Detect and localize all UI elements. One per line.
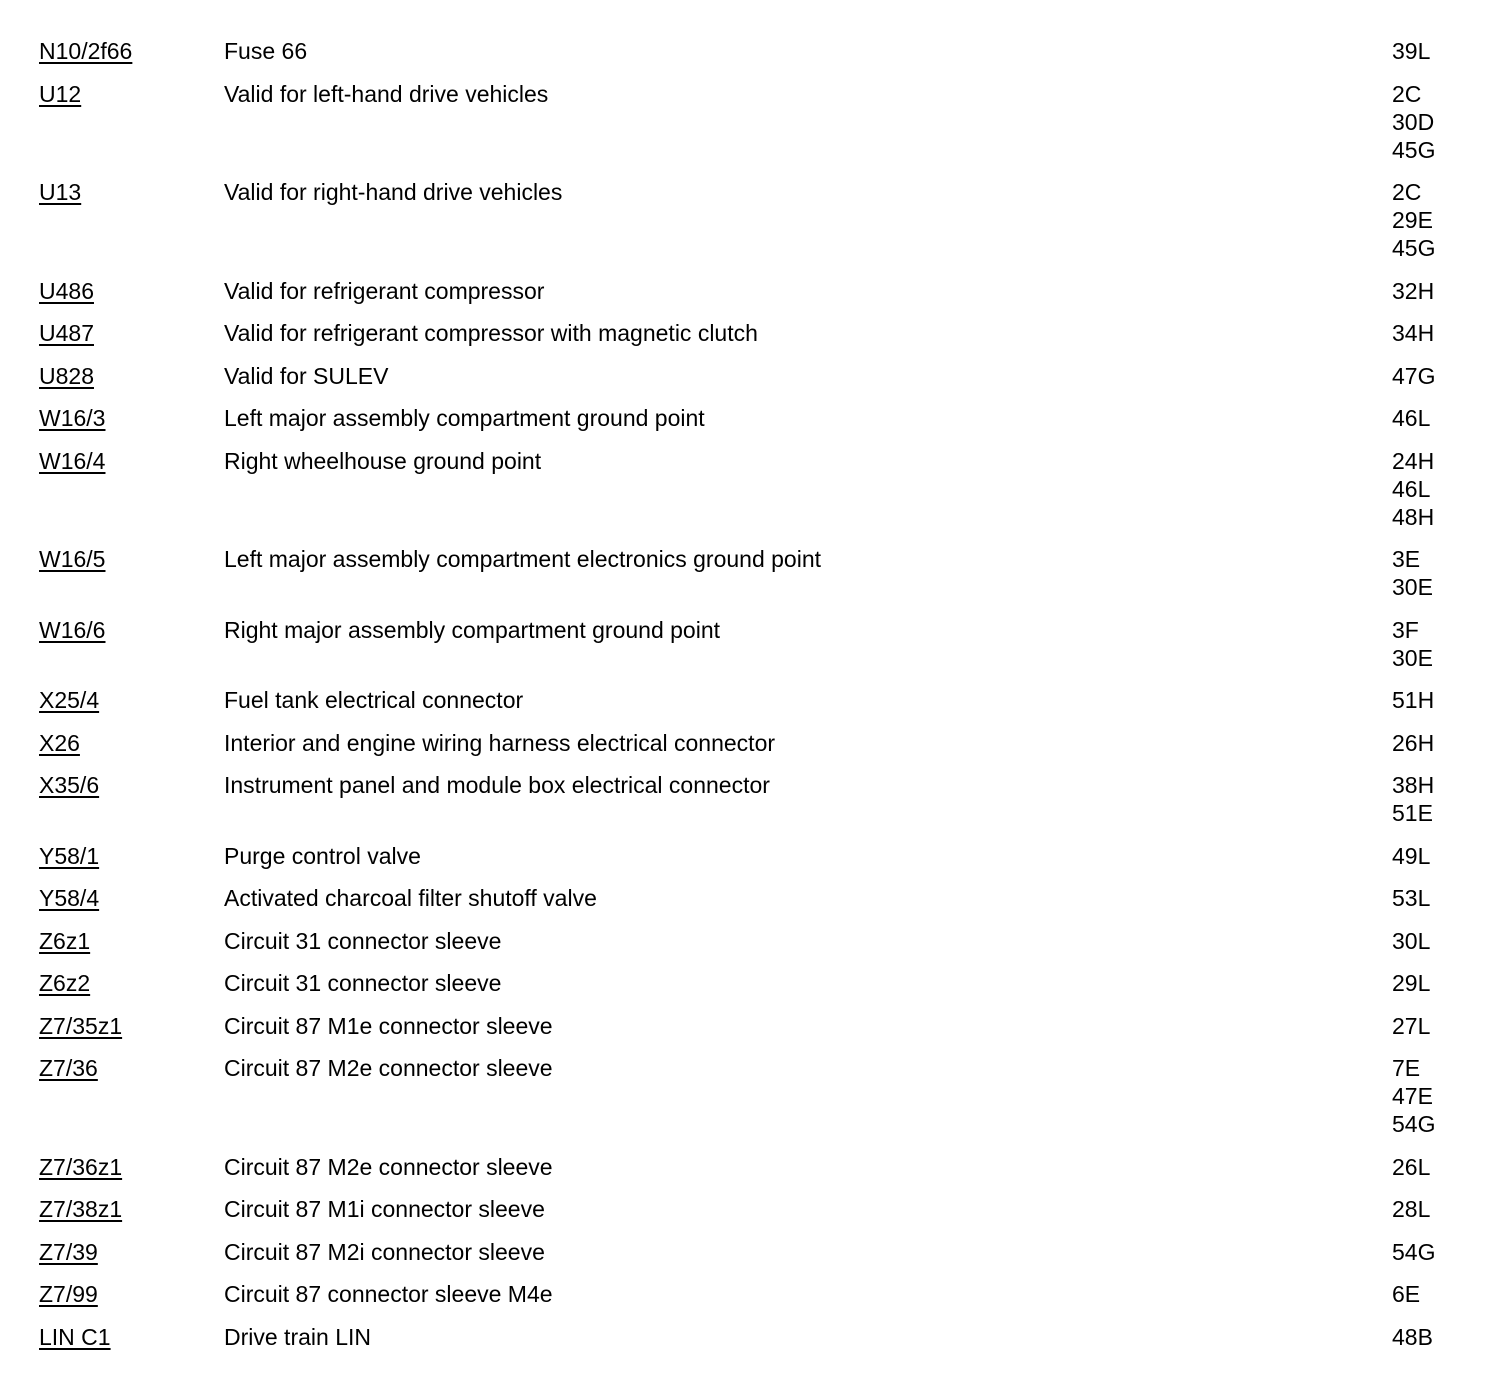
grid-reference: 48B (1392, 1323, 1433, 1350)
grid-reference-list (1392, 362, 1469, 390)
grid-reference: 7E (1392, 1055, 1421, 1081)
grid-reference: 45G (1392, 136, 1436, 163)
component-code-link[interactable]: W16/3 (39, 405, 106, 431)
component-code-link[interactable]: Y58/1 (39, 842, 100, 869)
grid-reference-list (1392, 178, 1469, 262)
component-code-cell (39, 842, 224, 870)
grid-reference-list (1392, 80, 1469, 164)
component-description: Valid for refrigerant compressor with magnetic clutch (224, 320, 758, 346)
table-row (39, 545, 1469, 601)
grid-reference-list (1392, 319, 1469, 347)
grid-reference: 51H (1392, 687, 1435, 713)
component-legend-table (39, 37, 1469, 1365)
component-code-cell (39, 545, 224, 573)
component-code-cell (39, 447, 224, 475)
component-description: Circuit 87 M2i connector sleeve (224, 1238, 545, 1265)
component-code-cell (39, 1153, 224, 1181)
grid-reference-list (1392, 884, 1469, 912)
component-code-link[interactable]: Y58/4 (39, 885, 100, 911)
table-row (39, 1012, 1469, 1040)
component-description: Fuel tank electrical connector (224, 687, 524, 713)
component-description: Circuit 87 M2e connector sleeve (224, 1055, 553, 1081)
component-code-link[interactable]: Z7/36z1 (39, 1153, 123, 1180)
grid-reference: 27L (1392, 1012, 1431, 1039)
grid-reference: 2C (1392, 179, 1422, 205)
table-row (39, 277, 1469, 305)
grid-reference-list (1392, 1012, 1469, 1040)
table-row (39, 1280, 1469, 1308)
component-code-cell (39, 686, 224, 714)
component-code-link[interactable]: Z7/39 (39, 1238, 98, 1265)
grid-reference: 26L (1392, 1153, 1431, 1180)
component-code-cell (39, 319, 224, 347)
component-code-cell (39, 277, 224, 305)
component-code-cell (39, 1323, 224, 1351)
component-description: Valid for left-hand drive vehicles (224, 80, 549, 107)
grid-reference: 26H (1392, 729, 1435, 756)
grid-reference: 47G (1392, 362, 1436, 389)
component-code-link[interactable]: Z7/38z1 (39, 1196, 123, 1222)
component-code-cell (39, 1280, 224, 1308)
component-code-link[interactable]: X26 (39, 729, 80, 756)
component-description: Drive train LIN (224, 1323, 371, 1350)
grid-reference-list (1392, 447, 1469, 531)
grid-reference-list (1392, 277, 1469, 305)
component-code-cell (39, 362, 224, 390)
component-code-link[interactable]: U12 (39, 80, 82, 107)
grid-reference: 45G (1392, 235, 1436, 261)
component-code-cell (39, 1012, 224, 1040)
component-code-link[interactable]: Z7/36 (39, 1055, 98, 1081)
grid-reference: 28L (1392, 1196, 1431, 1222)
grid-reference: 53L (1392, 885, 1431, 911)
table-row (39, 1323, 1469, 1351)
grid-reference-list (1392, 404, 1469, 432)
component-description: Circuit 31 connector sleeve (224, 970, 502, 996)
grid-reference: 3F (1392, 616, 1419, 643)
component-code-link[interactable]: U828 (39, 362, 94, 389)
component-code-link[interactable]: X35/6 (39, 772, 100, 798)
grid-reference-list (1392, 771, 1469, 827)
component-description: Left major assembly compartment electronics ground point (224, 546, 822, 572)
table-row (39, 1054, 1469, 1138)
grid-reference: 6E (1392, 1281, 1421, 1307)
grid-reference: 3E (1392, 546, 1421, 572)
table-row (39, 729, 1469, 757)
grid-reference: 47E (1392, 1083, 1433, 1109)
grid-reference-list (1392, 37, 1469, 65)
component-code-link[interactable]: W16/4 (39, 447, 106, 474)
grid-reference: 30E (1392, 644, 1433, 671)
table-row (39, 1238, 1469, 1266)
grid-reference-list (1392, 545, 1469, 601)
component-code-cell (39, 80, 224, 108)
grid-reference-list (1392, 1280, 1469, 1308)
component-description: Valid for SULEV (224, 362, 389, 389)
grid-reference-list (1392, 1195, 1469, 1223)
grid-reference: 30E (1392, 574, 1433, 600)
grid-reference-list (1392, 1153, 1469, 1181)
table-row (39, 80, 1469, 164)
component-code-cell (39, 178, 224, 206)
grid-reference: 30L (1392, 927, 1431, 954)
table-row (39, 686, 1469, 714)
grid-reference: 54G (1392, 1111, 1436, 1137)
component-code-cell (39, 404, 224, 432)
grid-reference-list (1392, 686, 1469, 714)
component-description: Interior and engine wiring harness electrical connector (224, 729, 776, 756)
component-code-cell (39, 1238, 224, 1266)
table-row (39, 37, 1469, 65)
table-row (39, 771, 1469, 827)
component-code-link[interactable]: U13 (39, 179, 82, 205)
component-description: Valid for refrigerant compressor (224, 277, 545, 304)
component-description: Left major assembly compartment ground point (224, 405, 705, 431)
component-description: Circuit 87 connector sleeve M4e (224, 1281, 553, 1307)
component-description: Purge control valve (224, 842, 421, 869)
component-code-cell (39, 616, 224, 644)
table-row (39, 616, 1469, 672)
component-code-link[interactable]: W16/6 (39, 616, 106, 643)
component-code-link[interactable]: W16/5 (39, 546, 106, 572)
grid-reference: 39L (1392, 38, 1431, 64)
grid-reference-list (1392, 729, 1469, 757)
component-code-cell (39, 927, 224, 955)
component-code-cell (39, 1195, 224, 1223)
table-row (39, 927, 1469, 955)
component-description: Right major assembly compartment ground point (224, 616, 721, 643)
grid-reference: 34H (1392, 320, 1435, 346)
component-code-cell (39, 969, 224, 997)
component-description: Valid for right-hand drive vehicles (224, 179, 563, 205)
component-description: Circuit 87 M2e connector sleeve (224, 1153, 553, 1180)
grid-reference-list (1392, 927, 1469, 955)
grid-reference-list (1392, 1238, 1469, 1266)
grid-reference: 30D (1392, 108, 1435, 135)
grid-reference-list (1392, 616, 1469, 672)
component-code-link[interactable]: U486 (39, 277, 94, 304)
grid-reference: 38H (1392, 772, 1435, 798)
grid-reference-list (1392, 1054, 1469, 1138)
component-description: Right wheelhouse ground point (224, 447, 542, 474)
component-description: Activated charcoal filter shutoff valve (224, 885, 597, 911)
component-code-link[interactable]: Z7/99 (39, 1281, 98, 1307)
grid-reference: 2C (1392, 80, 1422, 107)
component-code-link[interactable]: Z6z2 (39, 970, 91, 996)
component-description: Instrument panel and module box electrical connector (224, 772, 770, 798)
grid-reference: 46L (1392, 405, 1431, 431)
component-description: Circuit 87 M1i connector sleeve (224, 1196, 545, 1222)
component-code-cell (39, 729, 224, 757)
table-row (39, 842, 1469, 870)
table-row (39, 319, 1469, 347)
grid-reference: 51E (1392, 800, 1433, 826)
component-code-cell (39, 37, 224, 65)
table-row (39, 178, 1469, 262)
component-code-cell (39, 884, 224, 912)
component-code-link[interactable]: LIN C1 (39, 1323, 111, 1350)
grid-reference-list (1392, 1323, 1469, 1351)
component-code-link[interactable]: X25/4 (39, 687, 100, 713)
table-row (39, 884, 1469, 912)
grid-reference: 46L (1392, 475, 1431, 502)
table-row (39, 404, 1469, 432)
grid-reference: 32H (1392, 277, 1435, 304)
grid-reference: 54G (1392, 1238, 1436, 1265)
grid-reference: 24H (1392, 447, 1435, 474)
table-row (39, 447, 1469, 531)
grid-reference-list (1392, 969, 1469, 997)
grid-reference: 29L (1392, 970, 1431, 996)
grid-reference-list (1392, 842, 1469, 870)
component-code-link[interactable]: Z7/35z1 (39, 1012, 123, 1039)
table-row (39, 1195, 1469, 1223)
grid-reference: 48H (1392, 503, 1435, 530)
component-description: Circuit 31 connector sleeve (224, 927, 502, 954)
table-row (39, 362, 1469, 390)
grid-reference: 29E (1392, 207, 1433, 233)
component-code-link[interactable]: Z6z1 (39, 927, 91, 954)
component-code-link[interactable]: U487 (39, 320, 94, 346)
component-code-cell (39, 1054, 224, 1082)
table-row (39, 969, 1469, 997)
component-description: Circuit 87 M1e connector sleeve (224, 1012, 553, 1039)
component-description: Fuse 66 (224, 38, 308, 64)
table-row (39, 1153, 1469, 1181)
component-code-cell (39, 771, 224, 799)
component-code-link[interactable]: N10/2f66 (39, 38, 133, 64)
grid-reference: 49L (1392, 842, 1431, 869)
